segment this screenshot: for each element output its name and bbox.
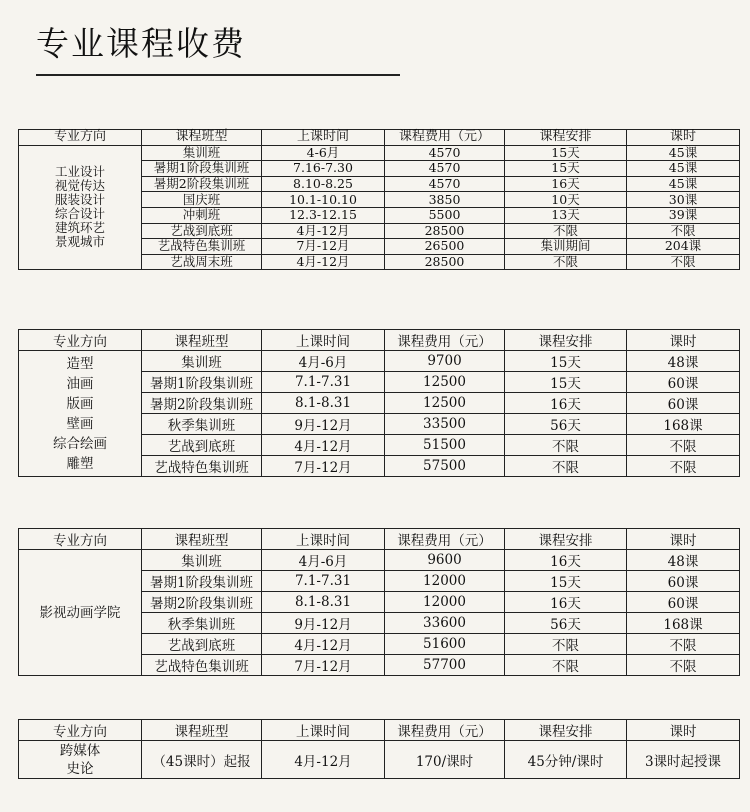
schedule-cell: 8.1-8.31 [262, 592, 385, 613]
arrangement-cell: 16天 [505, 393, 627, 414]
arrangement-cell: 集训期间 [505, 239, 627, 255]
class-type-cell: 艺战特色集训班 [142, 456, 262, 477]
class-type-cell: 艺战到底班 [142, 223, 262, 239]
class-type-cell: 集训班 [142, 550, 262, 571]
fee-table-design [18, 129, 740, 270]
major-cell [19, 351, 142, 477]
hours-cell: 45课 [627, 161, 740, 177]
hours-cell: 60课 [627, 372, 740, 393]
fee-cell: 28500 [385, 223, 505, 239]
fee-cell: 33500 [385, 414, 505, 435]
page-title: 专业课程收费 [36, 24, 246, 63]
header-hours: 课时 [627, 130, 740, 146]
fee-cell: 28500 [385, 254, 505, 270]
class-type-cell: 国庆班 [142, 192, 262, 208]
arrangement-cell: 56天 [505, 613, 627, 634]
fee-cell: 57700 [385, 655, 505, 676]
arrangement-cell: 16天 [505, 176, 627, 192]
arrangement-cell: 不限 [505, 634, 627, 655]
header-hours: 课时 [627, 529, 740, 550]
schedule-cell: 4月-12月 [262, 254, 385, 270]
major-label: 影视动画学院 [39, 604, 121, 621]
arrangement-cell: 15天 [505, 161, 627, 177]
header-schedule: 上课时间 [262, 130, 385, 146]
arrangement-cell: 不限 [505, 223, 627, 239]
header-hours: 课时 [627, 330, 740, 351]
class-type-cell: 艺战特色集训班 [142, 655, 262, 676]
hours-cell: 不限 [627, 456, 740, 477]
major-label: 雕塑 [66, 455, 94, 472]
hours-cell: 48课 [627, 550, 740, 571]
hours-cell: 不限 [627, 435, 740, 456]
schedule-cell: 12.3-12.15 [262, 207, 385, 223]
header-class-type: 课程班型 [142, 330, 262, 351]
major-label: 建筑环艺 [54, 220, 105, 236]
arrangement-cell: 15天 [505, 571, 627, 592]
schedule-cell: 9月-12月 [262, 613, 385, 634]
header-schedule: 上课时间 [262, 529, 385, 550]
fee-cell: 51600 [385, 634, 505, 655]
class-type-cell: 秋季集训班 [142, 414, 262, 435]
schedule-cell: 7月-12月 [262, 655, 385, 676]
major-label: 综合设计 [54, 206, 105, 222]
header-arrangement: 课程安排 [505, 720, 627, 741]
header-fee: 课程费用（元） [385, 330, 505, 351]
header-hours: 课时 [627, 720, 740, 741]
arrangement-cell: 不限 [505, 655, 627, 676]
major-label: 版画 [66, 395, 94, 412]
class-type-cell: 艺战周末班 [142, 254, 262, 270]
class-type-cell: 暑期1阶段集训班 [142, 571, 262, 592]
major-label: 景观城市 [54, 234, 105, 250]
arrangement-cell: 15天 [505, 372, 627, 393]
hours-cell: 48课 [627, 351, 740, 372]
fee-cell: 170/课时 [385, 741, 505, 779]
schedule-cell: 4月-12月 [262, 741, 385, 779]
header-class-type: 课程班型 [142, 720, 262, 741]
fee-table-fine-art [18, 329, 740, 477]
major-label: 跨媒体 [59, 742, 101, 759]
fee-cell: 9700 [385, 351, 505, 372]
table-row [19, 741, 740, 779]
fee-cell: 12000 [385, 592, 505, 613]
fee-cell: 51500 [385, 435, 505, 456]
header-arrangement: 课程安排 [505, 330, 627, 351]
hours-cell: 不限 [627, 254, 740, 270]
fee-cell: 4570 [385, 176, 505, 192]
major-cell [19, 550, 142, 676]
hours-cell: 45课 [627, 145, 740, 161]
hours-cell: 45课 [627, 176, 740, 192]
class-type-cell: 艺战到底班 [142, 435, 262, 456]
header-arrangement: 课程安排 [505, 529, 627, 550]
arrangement-cell: 不限 [505, 456, 627, 477]
header-major: 专业方向 [19, 720, 142, 741]
hours-cell: 不限 [627, 223, 740, 239]
table-row [19, 145, 740, 161]
major-cell [19, 741, 142, 779]
major-label: 油画 [66, 375, 94, 392]
header-schedule: 上课时间 [262, 330, 385, 351]
schedule-cell: 7.16-7.30 [262, 161, 385, 177]
hours-cell: 不限 [627, 634, 740, 655]
schedule-cell: 8.10-8.25 [262, 176, 385, 192]
header-arrangement: 课程安排 [505, 130, 627, 146]
arrangement-cell: 16天 [505, 550, 627, 571]
schedule-cell: 7.1-7.31 [262, 571, 385, 592]
class-type-cell: 集训班 [142, 351, 262, 372]
hours-cell: 3课时起授课 [627, 741, 740, 779]
fee-cell: 26500 [385, 239, 505, 255]
class-type-cell: 秋季集训班 [142, 613, 262, 634]
schedule-cell: 4-6月 [262, 145, 385, 161]
schedule-cell: 4月-6月 [262, 550, 385, 571]
schedule-cell: 4月-12月 [262, 435, 385, 456]
header-major: 专业方向 [19, 529, 142, 550]
header-class-type: 课程班型 [142, 529, 262, 550]
table-header-row [19, 130, 740, 146]
fee-cell: 9600 [385, 550, 505, 571]
hours-cell: 30课 [627, 192, 740, 208]
table-header-row [19, 720, 740, 741]
schedule-cell: 7月-12月 [262, 239, 385, 255]
hours-cell: 168课 [627, 613, 740, 634]
hours-cell: 60课 [627, 592, 740, 613]
header-major: 专业方向 [19, 330, 142, 351]
schedule-cell: 4月-6月 [262, 351, 385, 372]
header-fee: 课程费用（元） [385, 720, 505, 741]
major-label: 综合绘画 [53, 435, 107, 452]
schedule-cell: 7月-12月 [262, 456, 385, 477]
fee-cell: 4570 [385, 161, 505, 177]
header-schedule: 上课时间 [262, 720, 385, 741]
fee-cell: 33600 [385, 613, 505, 634]
schedule-cell: 10.1-10.10 [262, 192, 385, 208]
fee-cell: 57500 [385, 456, 505, 477]
hours-cell: 不限 [627, 655, 740, 676]
class-type-cell: 冲刺班 [142, 207, 262, 223]
table-header-row [19, 330, 740, 351]
hours-cell: 168课 [627, 414, 740, 435]
class-type-cell: 暑期1阶段集训班 [142, 161, 262, 177]
header-fee: 课程费用（元） [385, 529, 505, 550]
fee-cell: 5500 [385, 207, 505, 223]
hours-cell: 39课 [627, 207, 740, 223]
schedule-cell: 9月-12月 [262, 414, 385, 435]
arrangement-cell: 45分钟/课时 [505, 741, 627, 779]
schedule-cell: 7.1-7.31 [262, 372, 385, 393]
arrangement-cell: 16天 [505, 592, 627, 613]
arrangement-cell: 13天 [505, 207, 627, 223]
fee-table-animation [18, 528, 740, 676]
arrangement-cell: 不限 [505, 254, 627, 270]
major-label: 工业设计 [54, 164, 105, 180]
class-type-cell: （45课时）起报 [142, 741, 262, 779]
arrangement-cell: 56天 [505, 414, 627, 435]
arrangement-cell: 不限 [505, 435, 627, 456]
class-type-cell: 艺战到底班 [142, 634, 262, 655]
fee-cell: 12500 [385, 372, 505, 393]
header-fee: 课程费用（元） [385, 130, 505, 146]
table-row [19, 550, 740, 571]
arrangement-cell: 10天 [505, 192, 627, 208]
major-label: 视觉传达 [54, 178, 105, 194]
class-type-cell: 暑期1阶段集训班 [142, 372, 262, 393]
class-type-cell: 艺战特色集训班 [142, 239, 262, 255]
title-underline [36, 74, 400, 76]
class-type-cell: 暑期2阶段集训班 [142, 592, 262, 613]
major-cell [19, 145, 142, 270]
fee-cell: 12000 [385, 571, 505, 592]
hours-cell: 60课 [627, 571, 740, 592]
header-major: 专业方向 [19, 130, 142, 146]
major-label: 壁画 [66, 415, 94, 432]
fee-cell: 12500 [385, 393, 505, 414]
schedule-cell: 8.1-8.31 [262, 393, 385, 414]
hours-cell: 204课 [627, 239, 740, 255]
arrangement-cell: 15天 [505, 145, 627, 161]
class-type-cell: 暑期2阶段集训班 [142, 393, 262, 414]
table-header-row [19, 529, 740, 550]
class-type-cell: 暑期2阶段集训班 [142, 176, 262, 192]
fee-table-media-theory [18, 719, 740, 779]
schedule-cell: 4月-12月 [262, 223, 385, 239]
major-label: 造型 [66, 355, 94, 372]
fee-cell: 3850 [385, 192, 505, 208]
class-type-cell: 集训班 [142, 145, 262, 161]
hours-cell: 60课 [627, 393, 740, 414]
major-label: 史论 [66, 760, 94, 777]
table-row [19, 351, 740, 372]
arrangement-cell: 15天 [505, 351, 627, 372]
schedule-cell: 4月-12月 [262, 634, 385, 655]
fee-cell: 4570 [385, 145, 505, 161]
header-class-type: 课程班型 [142, 130, 262, 146]
major-label: 服装设计 [54, 192, 105, 208]
